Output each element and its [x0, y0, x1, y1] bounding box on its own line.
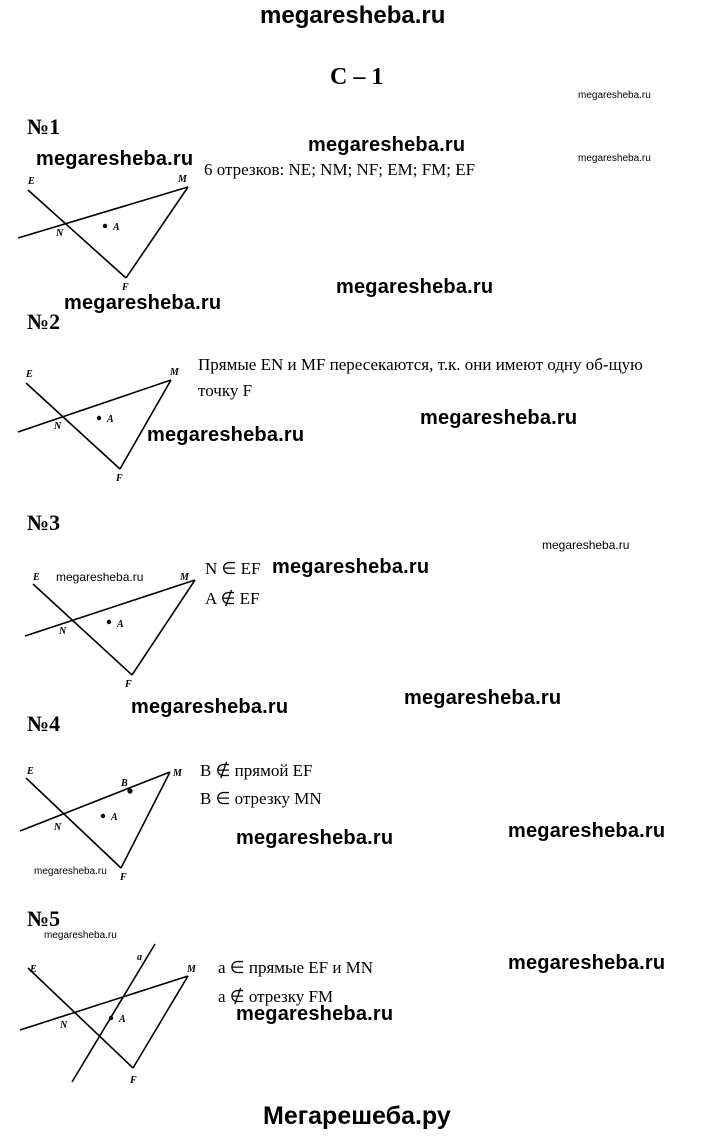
watermark: megaresheba.ru — [34, 866, 107, 877]
label-m: M — [187, 964, 196, 975]
page-header: megaresheba.ru — [260, 2, 446, 29]
segment-nm — [18, 380, 171, 432]
watermark: megaresheba.ru — [508, 820, 666, 842]
problem-number: №3 — [27, 510, 61, 535]
watermark: megaresheba.ru — [236, 827, 394, 849]
segment-ef — [28, 968, 133, 1068]
watermark: megaresheba.ru — [36, 148, 194, 170]
point-a — [107, 620, 111, 624]
label-a: A — [119, 1014, 126, 1025]
label-m: M — [173, 768, 182, 779]
segment-fm — [120, 380, 171, 469]
label-a: A — [111, 812, 118, 823]
label-n: N — [60, 1020, 68, 1031]
problem-answer-line: 6 отрезков: NE; NM; NF; EM; FM; EF — [204, 160, 476, 179]
label-a: A — [107, 414, 114, 425]
segment-fm — [126, 187, 188, 278]
segment-nm — [18, 187, 188, 238]
label-a: A — [113, 222, 120, 233]
watermark: megaresheba.ru — [542, 538, 630, 552]
geometry-figure — [25, 570, 205, 690]
problem-number: №4 — [27, 711, 61, 736]
label-e: E — [28, 176, 35, 187]
segment-ef — [28, 190, 126, 278]
label-n: N — [54, 421, 62, 432]
problem-number: №1 — [27, 114, 61, 139]
geometry-figure — [20, 760, 200, 883]
label-m: M — [170, 367, 179, 378]
label-a: A — [117, 619, 124, 630]
watermark: megaresheba.ru — [578, 90, 651, 101]
geometry-figure — [18, 170, 198, 293]
segment-nm — [20, 772, 170, 831]
line-a — [72, 944, 155, 1082]
segment-ef — [26, 383, 120, 469]
label-f: F — [120, 872, 127, 883]
label-m: M — [178, 174, 187, 185]
label-f: F — [125, 679, 132, 690]
geometry-figure — [20, 940, 205, 1085]
segment-fm — [121, 772, 170, 868]
geometry-figure — [18, 365, 198, 485]
watermark: megaresheba.ru — [236, 1003, 394, 1025]
label-e: E — [27, 766, 34, 777]
watermark: megaresheba.ru — [272, 556, 430, 578]
label-n: N — [54, 822, 62, 833]
point-a — [101, 814, 105, 818]
segment-nm — [25, 580, 195, 636]
problem-answer-line: N ∈ EF — [205, 559, 261, 578]
watermark: megaresheba.ru — [44, 930, 117, 941]
label-line-a: a — [137, 952, 142, 963]
page-title: С – 1 — [330, 64, 384, 90]
problem-answer-line: B ∈ отрезку MN — [200, 789, 322, 808]
problem-number: №5 — [27, 906, 61, 931]
label-n: N — [59, 626, 67, 637]
problem-number: №2 — [27, 309, 61, 334]
watermark: megaresheba.ru — [420, 407, 578, 429]
point-a — [97, 416, 101, 420]
segment-fm — [132, 580, 195, 675]
label-e: E — [30, 964, 37, 975]
page-footer: Мегарешеба.ру — [263, 1102, 451, 1130]
label-f: F — [122, 282, 129, 293]
watermark: megaresheba.ru — [308, 134, 466, 156]
watermark: megaresheba.ru — [336, 276, 494, 298]
problem-answer-line: A ∉ EF — [205, 589, 260, 608]
label-e: E — [33, 572, 40, 583]
label-f: F — [116, 473, 123, 484]
point-a — [103, 224, 107, 228]
point-a — [109, 1016, 113, 1020]
label-n: N — [56, 228, 64, 239]
problem-answer-line: B ∉ прямой EF — [200, 761, 313, 780]
segment-fm — [133, 976, 188, 1068]
label-b: B — [121, 778, 128, 789]
watermark: megaresheba.ru — [578, 153, 651, 164]
label-m: M — [180, 572, 189, 583]
problem-answer-line: a ∉ отрезку FM — [218, 987, 334, 1006]
watermark: megaresheba.ru — [131, 696, 289, 718]
watermark: megaresheba.ru — [147, 424, 305, 446]
label-e: E — [26, 369, 33, 380]
watermark: megaresheba.ru — [508, 952, 666, 974]
watermark: megaresheba.ru — [56, 570, 144, 584]
watermark: megaresheba.ru — [404, 687, 562, 709]
watermark: megaresheba.ru — [64, 292, 222, 314]
problem-answer-line: a ∈ прямые EF и MN — [218, 958, 374, 977]
point-b — [127, 788, 132, 793]
label-f: F — [130, 1075, 137, 1086]
problem-answer-line: Прямые EN и MF пересекаются, т.к. они имеют одну об-щую точку F — [198, 355, 643, 400]
